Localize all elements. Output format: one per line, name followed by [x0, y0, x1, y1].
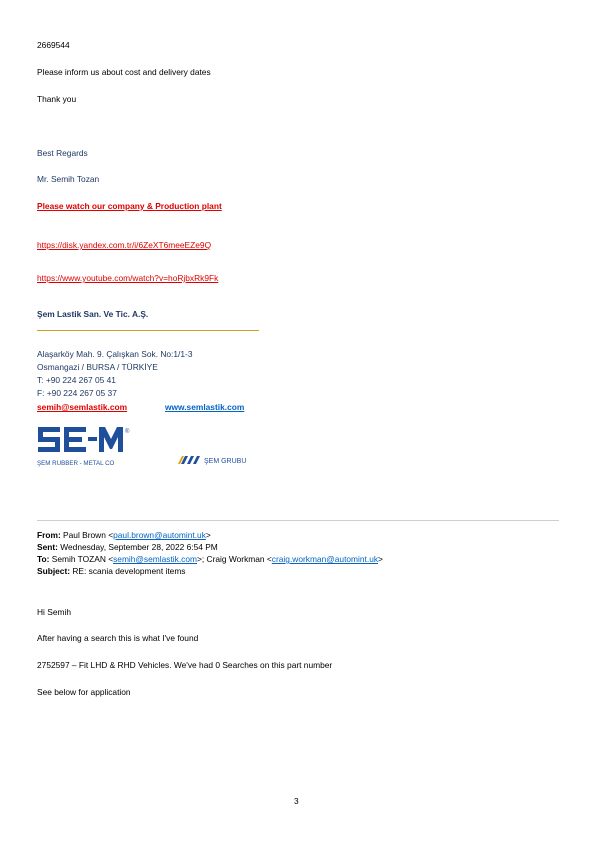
svg-text:ŞEM RUBBER - METAL CO: ŞEM RUBBER - METAL CO	[37, 460, 115, 467]
reply-line-2: 2752597 – Fit LHD & RHD Vehicles. We've had 0 Searches on this part number	[37, 660, 333, 670]
thanks-line: Thank you	[37, 94, 77, 104]
sent-value: Wednesday, September 28, 2022 6:54 PM	[57, 542, 218, 552]
reply-greeting: Hi Semih	[37, 607, 71, 617]
reference-number: 2669544	[37, 40, 70, 50]
from-close: >	[205, 530, 211, 540]
yandex-link[interactable]: https://disk.yandex.com.tr/i/6ZeXT6meeEZe9Q	[37, 240, 212, 250]
signature-website-link[interactable]: www.semlastik.com	[165, 402, 245, 412]
signature-regards: Best Regards	[37, 148, 88, 158]
from-email-link[interactable]: paul.brown@automint.uk	[113, 530, 206, 540]
reply-line-1: After having a search this is what I've found	[37, 633, 199, 643]
reply-header-divider	[37, 520, 559, 521]
to-email-link-1[interactable]: semih@semlastik.com	[113, 554, 197, 564]
page-number: 3	[294, 796, 299, 806]
sent-label: Sent:	[37, 542, 58, 552]
watch-company-line: Please watch our company & Production plant	[37, 201, 222, 211]
request-line: Please inform us about cost and delivery dates	[37, 67, 211, 77]
subject-label: Subject:	[37, 566, 71, 576]
phone-number: T: +90 224 267 05 41	[37, 375, 116, 385]
company-name: Şem Lastik San. Ve Tic. A.Ş.	[37, 309, 149, 319]
address-line-1: Alaşarköy Mah. 9. Çalışkan Sok. No:1/1-3	[37, 349, 193, 359]
youtube-link[interactable]: https://www.youtube.com/watch?v=hoRjbxRk9Fk	[37, 273, 219, 283]
to-line	[37, 554, 383, 564]
fax-number: F: +90 224 267 05 37	[37, 388, 117, 398]
address-line-2: Osmangazi / BURSA / TÜRKİYE	[37, 362, 158, 372]
to-email-link-2[interactable]: craig.workman@automint.uk	[271, 554, 379, 564]
signature-divider	[37, 330, 259, 331]
sent-line	[37, 542, 218, 552]
sem-grubu-logo	[177, 453, 267, 467]
to-mid: >; Craig Workman <	[197, 554, 272, 564]
from-label: From:	[37, 530, 61, 540]
to-name-1: Semih TOZAN <	[49, 554, 114, 564]
svg-text:®: ®	[125, 429, 130, 435]
to-close: >	[378, 554, 383, 564]
subject-value: RE: scania development items	[70, 566, 186, 576]
signature-name: Mr. Semih Tozan	[37, 174, 100, 184]
to-label: To:	[37, 554, 50, 564]
from-name: Paul Brown <	[60, 530, 114, 540]
sem-rubber-metal-logo	[36, 424, 132, 468]
svg-text:ŞEM GRUBU: ŞEM GRUBU	[204, 458, 247, 465]
subject-line	[37, 566, 186, 576]
from-line	[37, 530, 211, 540]
reply-line-3: See below for application	[37, 687, 131, 697]
signature-email-link[interactable]: semih@semlastik.com	[37, 402, 128, 412]
